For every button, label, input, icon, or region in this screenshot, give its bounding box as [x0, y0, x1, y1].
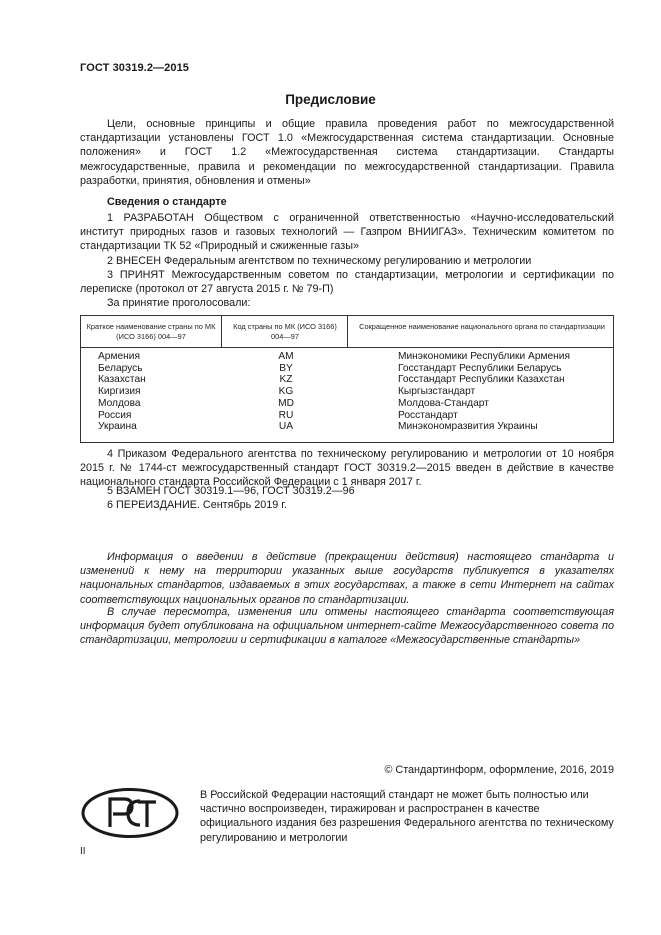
section-heading: Сведения о стандарте	[107, 196, 227, 208]
item-text: 1 РАЗРАБОТАН Обществом с ограниченной ответственностью «Научно-исследовательский институт природных газов и газовых технологий — Газпром ВНИИГАЗ». Техническим комитетом по стандартизации ТК 52 «Природный и сжиженные газы»	[80, 212, 614, 253]
intro-text: Цели, основные принципы и общие правила проведения работ по межгосударственной стандартизации установлены ГОСТ 1.0 «Межгосударственная система стандартизации. Основные положения» и ГОСТ 1.2 «Межгосударственная система стандартизации. Стандарты межгосударственные, правила и рекомендации по межгосударственной стандартизации. Правила разработки, принятия, обновления и отмены»	[80, 118, 614, 187]
table-column-divider	[347, 316, 348, 347]
table-header-code: Код страны по МК (ИСО 3166) 004—97	[233, 322, 337, 341]
table-cell-agency: Минэкономразвития Украины	[398, 421, 538, 433]
table-row	[81, 421, 615, 433]
table-cell-country: Украина	[98, 421, 137, 433]
table-cell-country: Киргизия	[98, 386, 141, 398]
table-row	[81, 386, 615, 398]
notice-introduction	[80, 550, 614, 607]
table-cell-agency: Кыргызстандарт	[398, 386, 476, 398]
table-cell-code: UA	[278, 421, 294, 433]
page-number: II	[80, 846, 86, 857]
pct-certification-mark-icon	[80, 787, 180, 844]
rights-notice: В Российской Федерации настоящий стандарт не может быть полностью или частично воспроизведен, тиражирован и распространен в качестве официального издания без разрешения Федерального агентства по техническому регулированию и метрологии	[200, 789, 614, 844]
item-3	[80, 268, 614, 296]
table-cell-country: Молдова	[98, 397, 141, 409]
table-cell-code: BY	[279, 362, 293, 374]
item-1	[80, 211, 614, 254]
notice-text: В случае пересмотра, изменения или отмены настоящего стандарта соответствующая информация будет опубликована на официальном интернет-сайте Межгосударственного совета по стандартизации, метрологии и сертификации в каталоге «Межгосударственные стандарты»	[80, 606, 614, 647]
table-header-agency: Сокращенное наименование национального органа по стандартизации	[359, 322, 605, 331]
table-cell-country: Казахстан	[98, 374, 146, 386]
table-cell-code: MD	[278, 397, 294, 409]
page-title: Предисловие	[285, 92, 376, 107]
copyright: © Стандартинформ, оформление, 2016, 2019	[384, 764, 614, 776]
table-cell-agency: Молдова-Стандарт	[398, 397, 489, 409]
item-text: 4 Приказом Федерального агентства по техническому регулированию и метрологии от 10 ноября 2015 г. № 1744-ст межгосударственный стандарт ГОСТ 30319.2—2015 введен в действие в качестве национального стандарта Российской Федерации с 1 января 2017 г.	[80, 448, 614, 489]
table-cell-country: Беларусь	[98, 362, 143, 374]
member-states-table	[80, 315, 614, 443]
voted-label	[80, 296, 614, 310]
table-header-divider	[81, 347, 613, 348]
table-row	[81, 374, 615, 386]
table-cell-country: Россия	[98, 409, 132, 421]
table-cell-code: KZ	[279, 374, 293, 386]
table-cell-agency: Росстандарт	[398, 409, 458, 421]
item-5	[80, 484, 614, 498]
intro-paragraph	[80, 117, 614, 188]
item-2	[80, 254, 614, 268]
table-row	[81, 398, 615, 410]
item-text: За принятие проголосовали:	[107, 297, 251, 309]
notice-text: Информация о введении в действие (прекращении действия) настоящего стандарта и изменений к нему на территории указанных выше государств публикуется в указателях национальных стандартов, издаваемых в этих государствах, а также в сети Интернет на сайтах соответствующих национальных органов по стандартизации.	[80, 551, 614, 606]
item-6	[80, 498, 614, 512]
table-row	[81, 363, 615, 375]
document-code: ГОСТ 30319.2—2015	[80, 62, 190, 74]
table-row	[81, 351, 615, 363]
table-cell-country: Армения	[98, 351, 140, 362]
table-cell-code: AM	[278, 351, 294, 362]
table-cell-code: RU	[278, 409, 294, 421]
table-cell-agency: Госстандарт Республики Беларусь	[398, 362, 562, 374]
item-text: 3 ПРИНЯТ Межгосударственным советом по стандартизации, метрологии и сертификации по лереписке (протокол от 27 августа 2015 г. № 79-П)	[80, 269, 614, 296]
notice-revision	[80, 605, 614, 648]
table-cell-agency: Минэкономики Республики Армения	[398, 351, 570, 362]
item-text: 2 ВНЕСЕН Федеральным агентством по техническому регулированию и метрологии	[107, 255, 532, 267]
table-row	[81, 410, 615, 422]
table-cell-agency: Госстандарт Республики Казахстан	[398, 374, 565, 386]
table-column-divider	[221, 316, 222, 347]
table-header-country: Краткое наименование страны по МК (ИСО 3166) 004—97	[86, 322, 216, 341]
table-cell-code: KG	[278, 386, 294, 398]
item-text: 6 ПЕРЕИЗДАНИЕ. Сентябрь 2019 г.	[107, 499, 287, 511]
item-text: 5 ВЗАМЕН ГОСТ 30319.1—96, ГОСТ 30319.2—96	[107, 485, 355, 497]
